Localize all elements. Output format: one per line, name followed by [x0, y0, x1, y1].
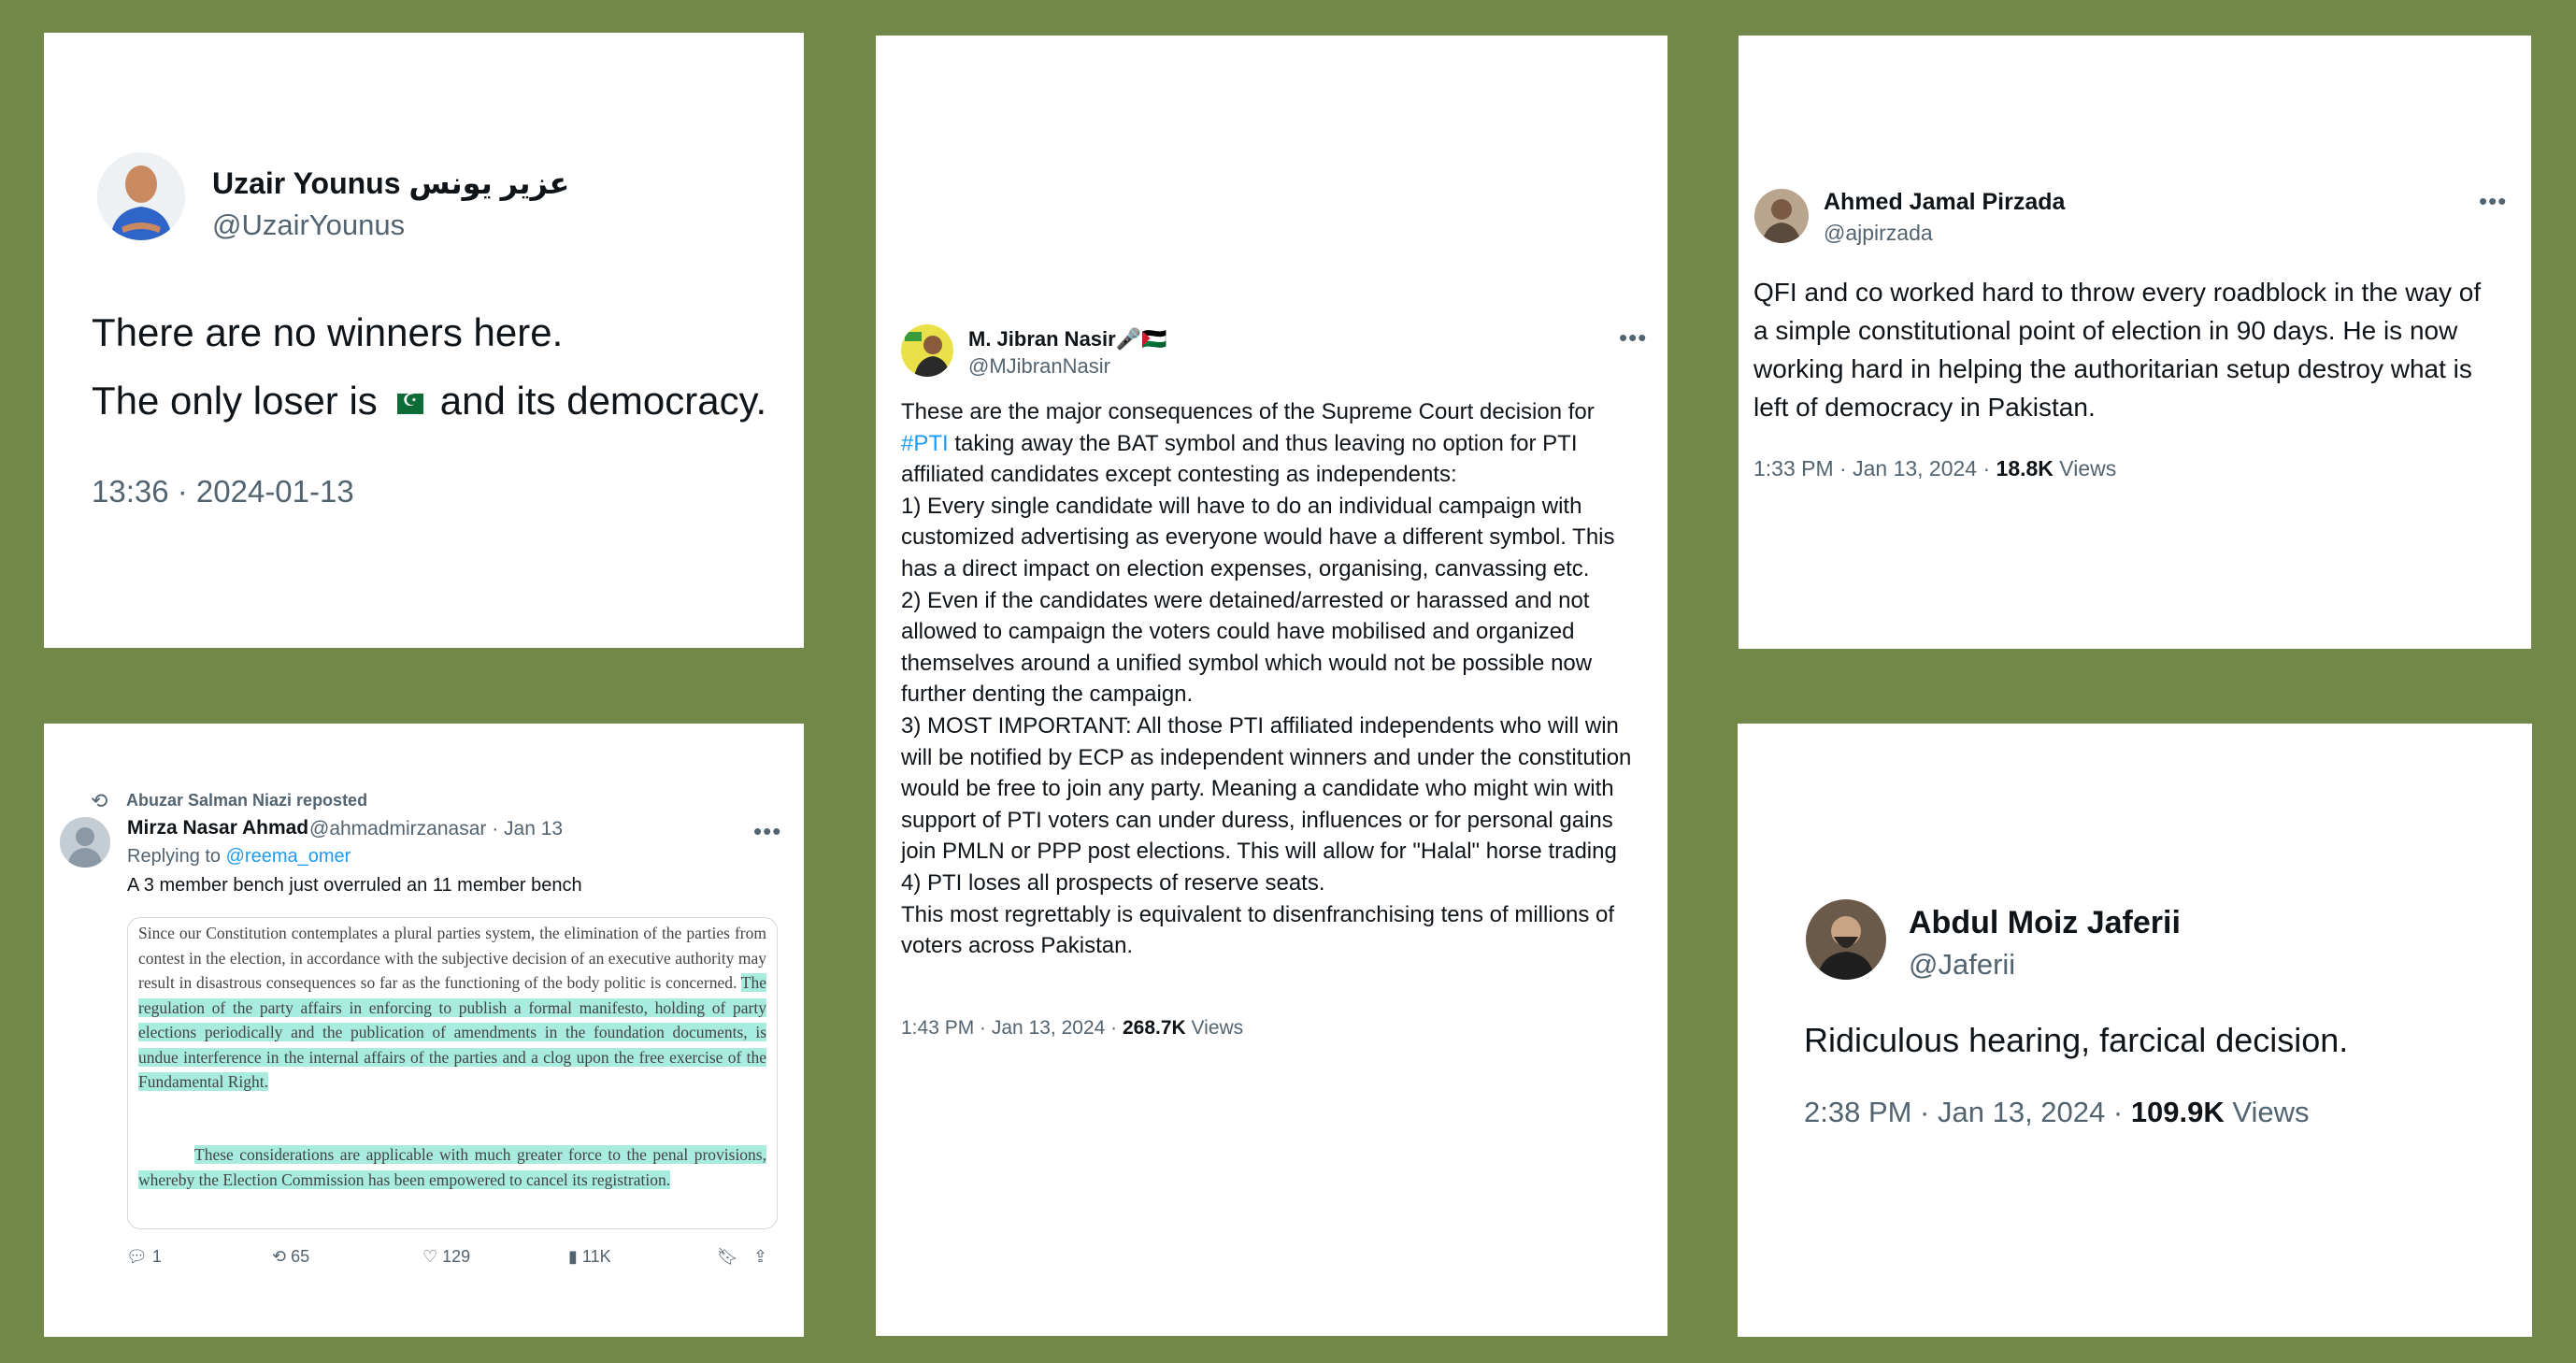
- repost-button[interactable]: [272, 1247, 309, 1267]
- quote-plain-text: Since our Constitution contemplates a plural parties system, the elimination of the parties from contest in the election, in accordance with the subjective decision of an executive authority may result in disastrous consequences so far as the functioning of the body politic is concerned.: [138, 924, 766, 992]
- avatar[interactable]: [901, 324, 953, 377]
- tweet-text-before-flag: The only loser is: [92, 379, 378, 423]
- tweet-meta: [1804, 1096, 2310, 1129]
- person-icon: [1806, 899, 1886, 980]
- more-options-icon[interactable]: •••: [1619, 323, 1648, 352]
- reply-count: 1: [151, 1247, 162, 1266]
- more-options-icon[interactable]: •••: [2479, 187, 2508, 215]
- quote-paragraph-2: [138, 1142, 766, 1192]
- tweet-timestamp[interactable]: 2:38 PM · Jan 13, 2024 ·: [1804, 1096, 2131, 1128]
- repost-icon: ⟲: [272, 1247, 287, 1266]
- reply-button[interactable]: [126, 1247, 162, 1267]
- repost-label[interactable]: Abuzar Salman Niazi reposted: [126, 791, 368, 810]
- tweet-text-line-2: [92, 379, 766, 423]
- tweet-card-pirzada: [1739, 36, 2531, 649]
- repost-icon: ⟲: [91, 789, 108, 812]
- tweet-text-body: taking away the BAT symbol and thus leaving no option for PTI affiliated candidates except contesting as independents: 1) Every single candidate will have to do an individual campaign with customized advertising as everyone would have a different symbol. This has a direct impact on election expenses, organising, canvassing etc. 2) Even if the candidates were detained/arrested or harassed and not allowed to campaign the voters could have mobilised and organized themselves around a unified symbol which would not be possible now further denting the campaign. 3) MOST IMPORTANT: All those PTI affiliated independents who will win will be notified by ECP as independent winners and under the constitution would be free to join any party. Meaning a candidate who might win with support of PTI voters can under duress, influences or for personal gains join PMLN or PPP post elections. This will allow for "Halal" horse trading 4) PTI loses all prospects of reserve seats. This most regrettably is equivalent to disenfranchising tens of millions of voters across Pakistan.: [901, 430, 1632, 959]
- tweet-card-jibran: [876, 36, 1667, 1336]
- views-label: Views: [2053, 456, 2117, 481]
- reply-icon: 💬︎: [126, 1247, 148, 1266]
- quote-highlighted-text: These considerations are applicable with much greater force to the penal provisions, whereby the Election Commission has been empowered to cancel its registration.: [138, 1145, 766, 1189]
- view-count: 268.7K: [1122, 1017, 1186, 1039]
- bookmark-icon[interactable]: 🔖︎: [717, 1247, 738, 1266]
- view-count: 109.9K: [2130, 1096, 2225, 1128]
- tweet-text-after-flag: and its democracy.: [439, 379, 767, 423]
- avatar[interactable]: [97, 152, 185, 240]
- more-options-icon[interactable]: •••: [753, 817, 782, 845]
- quoted-document-image[interactable]: [127, 917, 778, 1229]
- tweet-timestamp[interactable]: 1:33 PM · Jan 13, 2024 ·: [1753, 456, 1996, 481]
- person-icon: [97, 152, 185, 240]
- author-name[interactable]: Mirza Nasar Ahmad: [127, 817, 309, 839]
- repost-count: 65: [291, 1247, 310, 1266]
- quote-highlighted-text: The regulation of the party affairs in enforcing to publish a formal manifesto, holding of party elections periodically and the publication of amendments in the foundation documents, is undue interference in the internal affairs of the parties and a clog upon the free exercise of the Fundamental Right.: [138, 973, 766, 1091]
- quote-paragraph-1: [138, 921, 766, 1095]
- bar-chart-icon: ▮: [568, 1247, 578, 1266]
- replying-prefix: Replying to: [127, 846, 226, 867]
- tweet-text: A 3 member bench just overruled an 11 member bench: [127, 875, 582, 896]
- tweet-card-jaferii: [1738, 724, 2532, 1337]
- heart-icon: ♡: [422, 1247, 438, 1266]
- tweet-text: Ridiculous hearing, farcical decision.: [1804, 1021, 2349, 1059]
- tweet-card-uzair: [44, 33, 804, 648]
- views-label: Views: [1185, 1017, 1244, 1039]
- replying-to: [127, 846, 351, 868]
- view-count: 18.8K: [1996, 456, 2054, 481]
- author-handle[interactable]: @ahmadmirzanasar · Jan 13: [309, 818, 564, 839]
- avatar[interactable]: [60, 817, 110, 868]
- person-icon: [1754, 189, 1809, 243]
- like-button[interactable]: [422, 1247, 470, 1267]
- tweet-text: QFI and co worked hard to throw every roadblock in the way of a simple constitutional point of election in 90 days. He is now working hard in helping the authoritarian setup destroy what is left of democracy in Pakistan.: [1753, 278, 2482, 422]
- author-handle[interactable]: @ajpirzada: [1824, 221, 1933, 245]
- tweet-text-line-1: There are no winners here.: [92, 310, 564, 354]
- tweet-text: [901, 396, 1649, 962]
- author-handle[interactable]: @Jaferii: [1909, 948, 2016, 981]
- replying-to-link[interactable]: @reema_omer: [225, 846, 351, 867]
- tweet-timestamp[interactable]: 1:43 PM · Jan 13, 2024 ·: [901, 1017, 1123, 1039]
- view-count: 11K: [581, 1247, 611, 1266]
- default-profile-icon: [60, 817, 110, 868]
- author-handle[interactable]: @MJibranNasir: [968, 354, 1110, 378]
- like-count: 129: [442, 1247, 471, 1266]
- person-icon: [901, 324, 953, 377]
- pakistan-flag-icon: [391, 394, 423, 414]
- views-button[interactable]: [568, 1247, 611, 1267]
- tweet-meta: [1753, 456, 2116, 481]
- tweet-meta: [901, 1017, 1243, 1040]
- author-handle[interactable]: @UzairYounus: [212, 208, 406, 241]
- author-name[interactable]: Ahmed Jamal Pirzada: [1824, 189, 2066, 215]
- hashtag-link[interactable]: #PTI: [901, 430, 949, 456]
- author-name[interactable]: Abdul Moiz Jaferii: [1909, 905, 2181, 940]
- tweet-timestamp[interactable]: 13:36 · 2024-01-13: [92, 474, 354, 509]
- author-name[interactable]: Uzair Younus عزیر یونس: [212, 166, 570, 200]
- tweet-card-mirza: [44, 724, 804, 1337]
- views-label: Views: [2224, 1096, 2310, 1128]
- tweet-text-intro: These are the major consequences of the Supreme Court decision for: [901, 399, 1595, 424]
- share-icon[interactable]: ⇪: [753, 1247, 768, 1266]
- avatar[interactable]: [1754, 189, 1809, 243]
- avatar[interactable]: [1806, 899, 1886, 980]
- author-name[interactable]: M. Jibran Nasir🎤🇵🇸: [968, 327, 1167, 351]
